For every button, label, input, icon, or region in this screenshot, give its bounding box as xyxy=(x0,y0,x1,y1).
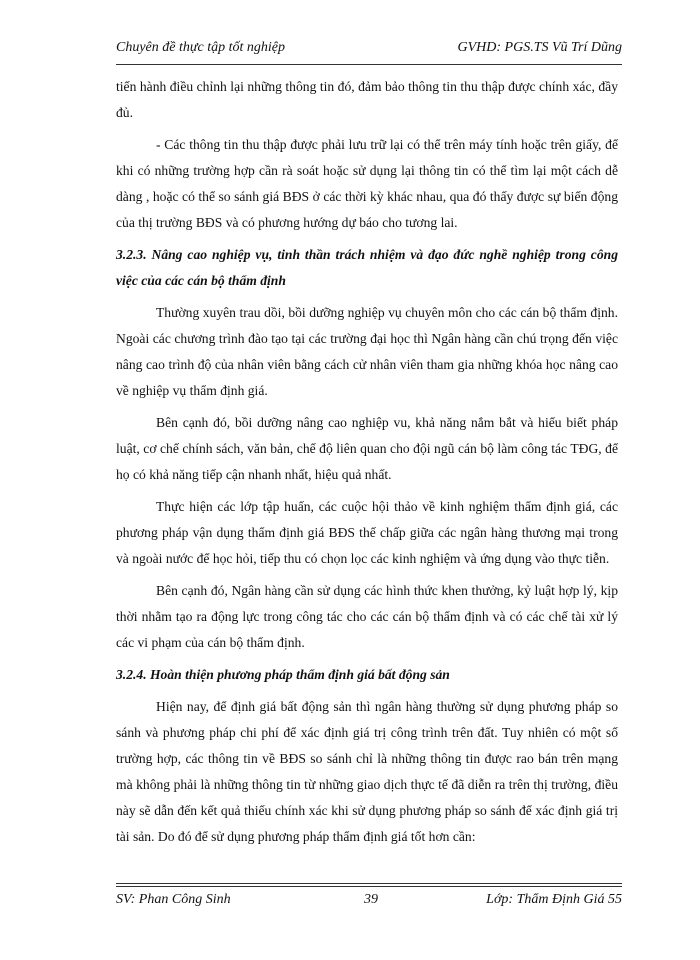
section-heading: 3.2.3. Nâng cao nghiệp vụ, tinh thần trách nhiệm và đạo đức nghề nghiệp trong công việc của các cán bộ thẩm định xyxy=(116,247,618,288)
paragraph: Hiện nay, để định giá bất động sản thì ngân hàng thường sử dụng phương pháp so sánh và phương pháp chi phí để xác định giá trị công trình trên đất. Tuy nhiên có một số trường hợp, các thông tin về BĐS so sánh chỉ là những thông tin được rao bán trên mạng mà không phải là những thông tin từ những giao dịch thực tế đã diễn ra trên thị trường, điều này sẽ dẫn đến kết quả thiếu chính xác khi sử dụng phương pháp so sánh để xác định giá trị tài sản. Do đó để sử dụng phương pháp thẩm định giá tốt hơn cần: xyxy=(116,699,618,844)
header-left: Chuyên đề thực tập tốt nghiệp xyxy=(116,40,285,55)
paragraph: Thường xuyên trau dồi, bồi dưỡng nghiệp vụ chuyên môn cho các cán bộ thẩm định. Ngoài các chương trình đào tạo tại các trường đại học thì Ngân hàng cần chú trọng đến việc nâng cao trình độ của nhân viên bằng cách cử nhân viên tham gia những khóa học nâng cao về nghiệp vụ thẩm định giá. xyxy=(116,305,618,398)
section-heading: 3.2.4. Hoàn thiện phương pháp thẩm định giá bất động sản xyxy=(116,667,450,682)
footer-class: Lớp: Thẩm Định Giá 55 xyxy=(486,892,622,907)
footer-rule-thin xyxy=(116,886,622,887)
paragraph: tiến hành điều chỉnh lại những thông tin đó, đảm bảo thông tin thu thập được chính xác, đầy đủ. xyxy=(116,79,618,120)
paragraph: Bên cạnh đó, Ngân hàng cần sử dụng các hình thức khen thưởng, kỷ luật hợp lý, kịp thời nhằm tạo ra động lực trong công tác cho các cán bộ thẩm định và có các chế tài xử lý các vi phạm của cán bộ thẩm định. xyxy=(116,583,618,650)
paragraph: - Các thông tin thu thập được phải lưu trữ lại có thể trên máy tính hoặc trên giấy, để khi có những trường hợp cần rà soát hoặc sử dụng lại thông tin có thể tìm lại một cách dễ dàng , hoặc có thể so sánh giá BĐS ở các thời kỳ khác nhau, qua đó thấy được sự biến động của thị trường BĐS và có phương hướng dự báo cho tương lai. xyxy=(116,137,618,230)
footer-rule xyxy=(116,883,622,884)
footer-student: SV: Phan Công Sinh xyxy=(116,892,231,907)
header-rule xyxy=(116,64,622,65)
paragraph: Thực hiện các lớp tập huấn, các cuộc hội thảo về kinh nghiệm thẩm định giá, các phương pháp vận dụng thẩm định giá BĐS thế chấp giữa các ngân hàng thương mại trong và ngoài nước để học hỏi, tiếp thu có chọn lọc các kinh nghiệm và ứng dụng vào thực tiễn. xyxy=(116,499,618,566)
header-right: GVHD: PGS.TS Vũ Trí Dũng xyxy=(457,40,622,55)
page-number: 39 xyxy=(364,892,378,907)
page-header xyxy=(116,40,622,62)
paragraph: Bên cạnh đó, bồi dưỡng nâng cao nghiệp vu, khả năng nắm bắt và hiểu biết pháp luật, cơ chế chính sách, văn bản, chế độ liên quan cho đội ngũ cán bộ làm công tác TĐG, để họ có khả năng tiếp cận nhanh nhất, hiệu quả nhất. xyxy=(116,415,618,482)
page-footer xyxy=(116,892,622,914)
page-body xyxy=(116,74,618,856)
